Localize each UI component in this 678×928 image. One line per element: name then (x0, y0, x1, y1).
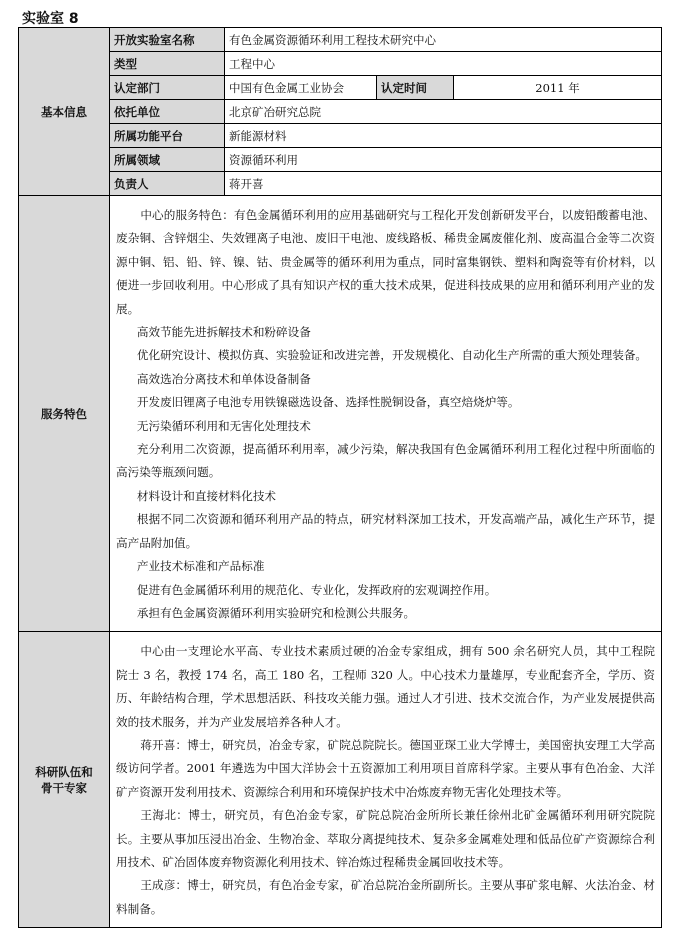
field-label: 依托单位 (110, 100, 225, 124)
basic-row-host (19, 100, 662, 124)
field-label: 类型 (110, 52, 225, 76)
field-label: 负责人 (110, 172, 225, 196)
expert-paragraph: 蒋开喜：博士，研究员，冶金专家，矿院总院院长。德国亚琛工业大学博士，美国密执安理工大学高级访问学者。2001 年遴选为中国大洋协会十五资源加工利用项目首席科学家。主要从事有色冶金、大洋矿产资源开发利用技术、资源综合利用和环境保护技术中冶炼废弃物无害化处理技术等。 (116, 737, 655, 799)
service-paragraph: 无污染循环利用和无害化处理技术 (136, 418, 311, 433)
field-value: 中国有色金属工业协会 (225, 76, 377, 100)
service-content (110, 196, 662, 632)
field-label: 开放实验室名称 (110, 28, 225, 52)
category-service: 服务特色 (19, 196, 110, 632)
field-value: 2011 年 (454, 76, 662, 100)
team-row (19, 632, 662, 928)
field-label: 所属领域 (110, 148, 225, 172)
service-paragraph: 优化研究设计、模拟仿真、实验验证和改进完善，开发规模化、自动化生产所需的重大预处理装备。 (136, 348, 648, 363)
service-paragraph: 高效选冶分离技术和单体设备制备 (136, 371, 311, 386)
field-value: 蒋开喜 (225, 172, 662, 196)
expert-paragraph: 王海北：博士，研究员，有色冶金专家，矿院总院冶金所所长兼任徐州北矿金属循环利用研究院院长。主要从事加压浸出冶金、生物冶金、萃取分离提纯技术、复杂多金属难处理和低品位矿产资源综合利用技术、矿冶固体废弃物资源化利用技术、锌冶炼过程稀贵金属回收技术等。 (116, 808, 655, 869)
category-basic: 基本信息 (19, 28, 110, 196)
field-label: 所属功能平台 (110, 124, 225, 148)
field-value: 工程中心 (225, 52, 662, 76)
basic-row-platform (19, 124, 662, 148)
service-paragraph: 充分利用二次资源，提高循环利用率，减少污染，解决我国有色金属循环利用工程化过程中所面临的高污染等瓶颈问题。 (116, 442, 655, 480)
service-paragraph: 根据不同二次资源和循环利用产品的特点，研究材料深加工技术，开发高端产品，减化生产环节，提高产品附加值。 (116, 512, 655, 550)
service-row (19, 196, 662, 632)
basic-row-type (19, 52, 662, 76)
field-value: 新能源材料 (225, 124, 662, 148)
service-paragraph: 中心的服务特色：有色金属循环利用的应用基础研究与工程化开发创新研发平台，以废铅酸蓄电池、废杂铜、含锌烟尘、失效锂离子电池、废旧干电池、废线路板、稀贵金属废催化剂、废高温合金等二次资源中铜、铝、铅、锌、镍、钴、贵金属等的循环利用为重点，同时富集钢铁、塑料和陶瓷等有价材料，以便进一步回收利用。中心形成了具有知识产权的重大技术成果，促进科技成果的应用和循环利用产业的发展。 (116, 208, 655, 316)
basic-row-name (19, 28, 662, 52)
basic-row-dept (19, 76, 662, 100)
field-value: 资源循环利用 (225, 148, 662, 172)
service-paragraph: 开发废旧锂离子电池专用铁镍磁选设备、选择性脱铜设备，真空焙烧炉等。 (136, 395, 520, 410)
service-paragraph: 承担有色金属资源循环利用实验研究和检测公共服务。 (136, 605, 416, 620)
field-value: 北京矿冶研究总院 (225, 100, 662, 124)
service-paragraph: 促进有色金属循环利用的规范化、专业化，发挥政府的宏观调控作用。 (136, 582, 497, 597)
basic-row-field (19, 148, 662, 172)
category-team (19, 632, 110, 928)
page-heading: 实验室 8 (22, 11, 79, 27)
team-paragraph: 中心由一支理论水平高、专业技术素质过硬的冶金专家组成，拥有 500 余名研究人员，其中工程院院士 3 名，教授 174 名，高工 180 名，工程师 320 人。中心技术力量雄厚，专业配套齐全，学历、资历、年龄结构合理，学术思想活跃、科技攻关能力强。通过人才引进、技术交流合作，为产业发展提供高效的技术服务，并为产业发展培养各种人才。 (116, 644, 655, 729)
service-paragraph: 产业技术标准和产品标准 (136, 559, 265, 574)
service-paragraph: 高效节能先进拆解技术和粉碎设备 (136, 325, 311, 340)
expert-paragraph: 王成彦：博士，研究员，有色冶金专家，矿冶总院冶金所副所长。主要从事矿浆电解、火法冶金、材料制备。 (116, 878, 655, 916)
basic-row-leader (19, 172, 662, 196)
category-team-line1: 科研队伍和 (35, 764, 93, 779)
service-paragraph: 材料设计和直接材料化技术 (136, 488, 277, 503)
category-team-line2: 骨干专家 (41, 780, 87, 795)
lab-info-table (18, 27, 662, 928)
field-label: 认定部门 (110, 76, 225, 100)
team-content (110, 632, 662, 928)
field-value: 有色金属资源循环利用工程技术研究中心 (225, 28, 662, 52)
field-label: 认定时间 (377, 76, 454, 100)
